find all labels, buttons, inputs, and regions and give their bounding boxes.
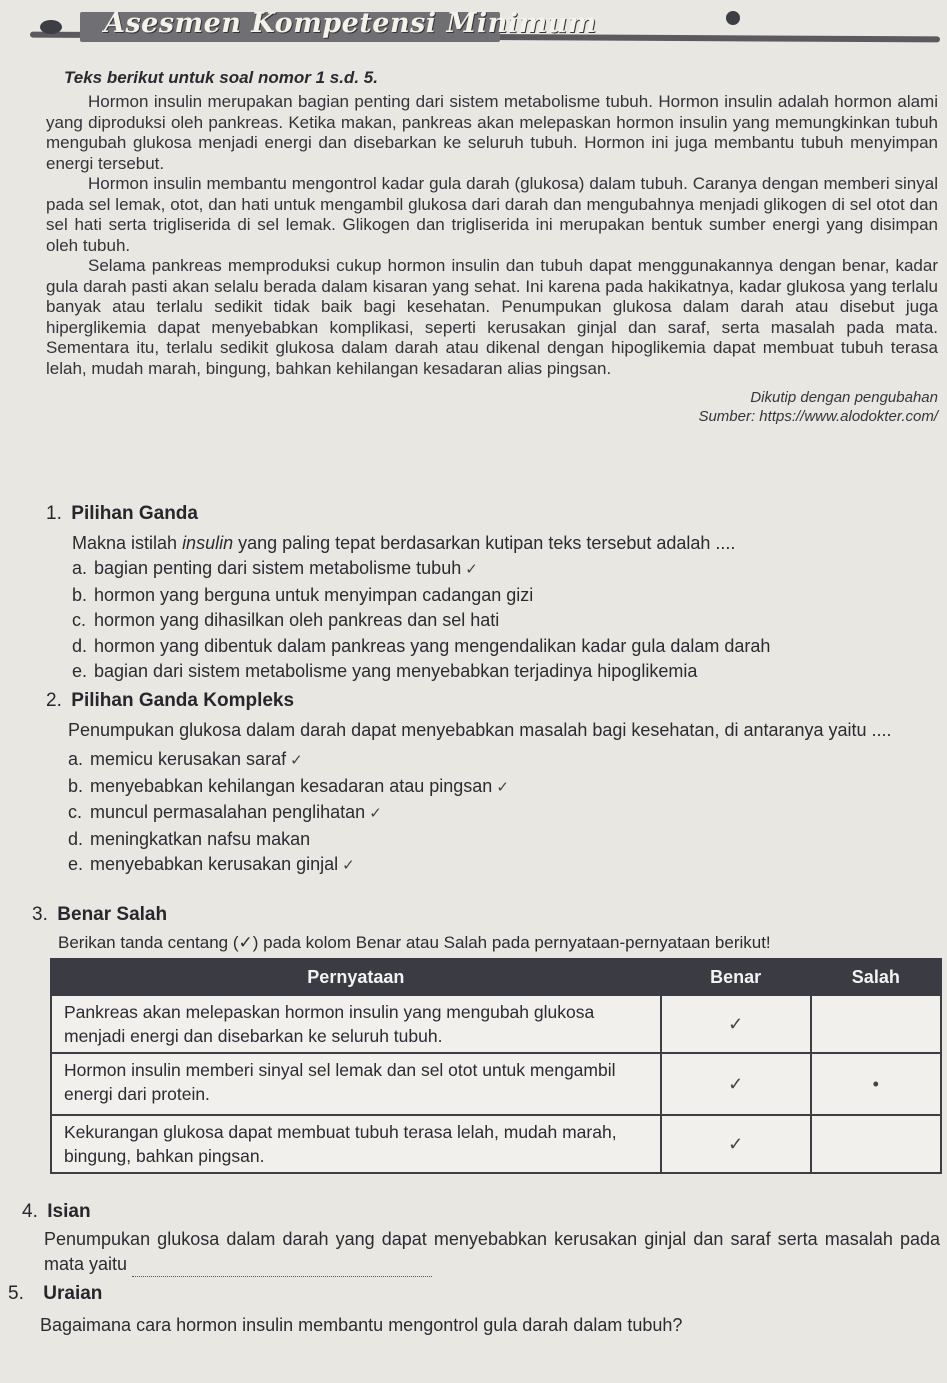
question-text: Penumpukan glukosa dalam darah dapat menyebabkan masalah bagi kesehatan, di antaranya yaitu .... [68, 720, 892, 740]
question-heading [46, 690, 947, 712]
question-type: Pilihan Ganda Kompleks [71, 690, 295, 711]
option-e[interactable] [68, 852, 947, 879]
option-text: menyebabkan kerusakan ginjal [90, 854, 339, 874]
check-mark-icon: ✓ [496, 778, 509, 796]
table-row [51, 1053, 941, 1115]
option-text: memicu kerusakan saraf [90, 749, 287, 769]
statement-cell: Hormon insulin memberi sinyal sel lemak dan sel otot untuk mengambil energi dari protein. [51, 1053, 661, 1115]
passage-paragraph: Hormon insulin merupakan bagian penting dari sistem metabolisme tubuh. Hormon insulin adalah hormon alami yang diproduksi oleh pankreas. Ketika makan, pankreas akan melepaskan hormon insulin yang memungkinkan tubuh mengubah glukosa menjadi energi dan disebarkan ke seluruh tubuh. Hormon ini juga membantu tubuh menyimpan energi tersebut. [46, 92, 938, 173]
option-letter: a. [72, 558, 88, 578]
option-d[interactable] [68, 827, 947, 853]
false-checkbox[interactable]: • [811, 1053, 941, 1115]
option-d[interactable] [72, 634, 947, 660]
option-text: bagian dari sistem metabolisme yang menyebabkan terjadinya hipoglikemia [94, 661, 698, 681]
question-text: Bagaimana cara hormon insulin membantu mengontrol gula darah dalam tubuh? [40, 1315, 683, 1335]
question-heading [46, 503, 947, 525]
passage-paragraph: Hormon insulin membantu mengontrol kadar gula darah (glukosa) dalam tubuh. Caranya dengan memberi sinyal pada sel lemak, otot, dan hati untuk mengambil glukosa dari darah dan mengubahnya menjadi glikogen di sel otot dan sel hati serta trigliserida di sel lemak. Glikogen dan trigliserida ini merupakan bentuk sumber energi yang disimpan oleh tubuh. [46, 174, 938, 255]
true-checkbox[interactable]: ✓ [661, 1053, 811, 1115]
question-term: insulin [182, 533, 234, 553]
option-letter: d. [72, 635, 88, 656]
table-row [51, 1115, 941, 1173]
option-letter: e. [68, 854, 84, 874]
true-checkbox[interactable]: ✓ [661, 995, 811, 1053]
option-text: hormon yang berguna untuk menyimpan cadangan gizi [94, 584, 534, 605]
question-5 [0, 1283, 947, 1338]
question-heading [32, 904, 947, 926]
question-4 [0, 1201, 947, 1277]
option-b[interactable] [72, 583, 947, 609]
true-false-table [50, 958, 942, 1174]
question-number: 4. [22, 1201, 38, 1222]
source-credit [46, 388, 938, 426]
question-number: 2. [46, 690, 62, 711]
question-number: 5. [8, 1283, 24, 1304]
option-letter: d. [68, 828, 84, 849]
option-c[interactable] [72, 608, 947, 634]
statement-cell: Kekurangan glukosa dapat membuat tubuh terasa lelah, mudah marah, bingung, bahkan pingsan. [51, 1115, 661, 1173]
question-text-part: Makna istilah [72, 533, 183, 553]
option-letter: c. [68, 802, 83, 822]
header-banner [0, 0, 947, 56]
option-text: hormon yang dihasilkan oleh pankreas dan sel hati [94, 610, 500, 630]
option-text: meningkatkan nafsu makan [90, 828, 311, 849]
option-text: bagian penting dari sistem metabolisme tubuh [94, 558, 462, 578]
question-instruction: Berikan tanda centang (✓) pada kolom Benar atau Salah pada pernyataan-pernyataan berikut! [58, 933, 771, 952]
question-text-body: Penumpukan glukosa dalam darah yang dapat menyebabkan kerusakan ginjal dan saraf serta masalah pada mata yaitu [44, 1229, 940, 1274]
banner-dot-left [40, 20, 62, 34]
option-text: hormon yang dibentuk dalam pankreas yang mengendalikan kadar gula dalam darah [94, 635, 771, 656]
false-checkbox[interactable] [811, 995, 941, 1053]
option-a[interactable] [68, 747, 947, 774]
passage-heading: Teks berikut untuk soal nomor 1 s.d. 5. [64, 68, 378, 87]
option-b[interactable] [68, 774, 947, 801]
question-2 [0, 690, 947, 879]
option-letter: b. [72, 584, 88, 605]
option-letter: c. [72, 610, 87, 630]
option-list [72, 556, 947, 685]
question-3 [0, 904, 947, 955]
question-type: Pilihan Ganda [71, 503, 198, 524]
option-c[interactable] [68, 800, 947, 827]
check-mark-icon: ✓ [342, 857, 355, 874]
question-1 [0, 503, 947, 685]
column-header-false: Salah [811, 959, 941, 995]
question-text-part: yang paling tepat berdasarkan kutipan teks tersebut adalah .... [233, 533, 736, 553]
option-text: muncul permasalahan penglihatan [90, 802, 366, 822]
passage-paragraph: Selama pankreas memproduksi cukup hormon insulin dan tubuh dapat menggunakannya dengan benar, kadar gula darah pasti akan selalu berada dalam kisaran yang sehat. Ini karena pada hakikatnya, kadar glukosa yang terlalu banyak atau terlalu sedikit tidak baik bagi kesehatan. Penumpukan glukosa dalam darah atau disebut juga hiperglikemia dapat menyebabkan komplikasi, seperti kerusakan ginjal dan saraf, serta masalah pada mata. Sementara itu, terlalu sedikit glukosa dalam darah atau dikenal dengan hipoglikemia dapat membuat tubuh terasa lelah, mudah marah, bingung, bahkan kehilangan kesadaran alias pingsan. [46, 256, 938, 378]
column-header-statement: Pernyataan [51, 959, 661, 995]
question-text [44, 1227, 940, 1277]
page-title: Asesmen Kompetensi Minimum [104, 8, 597, 39]
question-heading [22, 1201, 947, 1223]
banner-dot-right [726, 11, 740, 25]
question-heading [8, 1283, 947, 1305]
option-text: menyebabkan kehilangan kesadaran atau pingsan [90, 775, 493, 796]
reading-passage [46, 68, 938, 426]
table-header-row [51, 959, 941, 995]
question-number: 3. [32, 904, 48, 925]
table-row [51, 995, 941, 1053]
option-a[interactable] [72, 556, 947, 583]
check-mark-icon: ✓ [290, 752, 303, 769]
question-number: 1. [46, 503, 62, 524]
column-header-true: Benar [661, 959, 811, 995]
question-text [72, 531, 947, 556]
statement-cell: Pankreas akan melepaskan hormon insulin yang mengubah glukosa menjadi energi dan disebarkan ke seluruh tubuh. [51, 995, 661, 1053]
false-checkbox[interactable] [811, 1115, 941, 1173]
true-checkbox[interactable]: ✓ [661, 1115, 811, 1173]
option-e[interactable] [72, 659, 947, 685]
option-letter: b. [68, 775, 84, 796]
answer-line[interactable] [132, 1262, 432, 1277]
check-mark-icon: ✓ [369, 805, 382, 822]
option-letter: e. [72, 661, 88, 681]
check-mark-icon: ✓ [465, 561, 478, 578]
question-type: Isian [47, 1201, 91, 1222]
credit-note: Dikutip dengan pengubahan [750, 389, 938, 406]
question-type: Uraian [43, 1283, 103, 1304]
credit-source: Sumber: https://www.alodokter.com/ [698, 408, 938, 425]
option-list [68, 747, 947, 879]
option-letter: a. [68, 749, 84, 769]
question-type: Benar Salah [57, 904, 168, 925]
